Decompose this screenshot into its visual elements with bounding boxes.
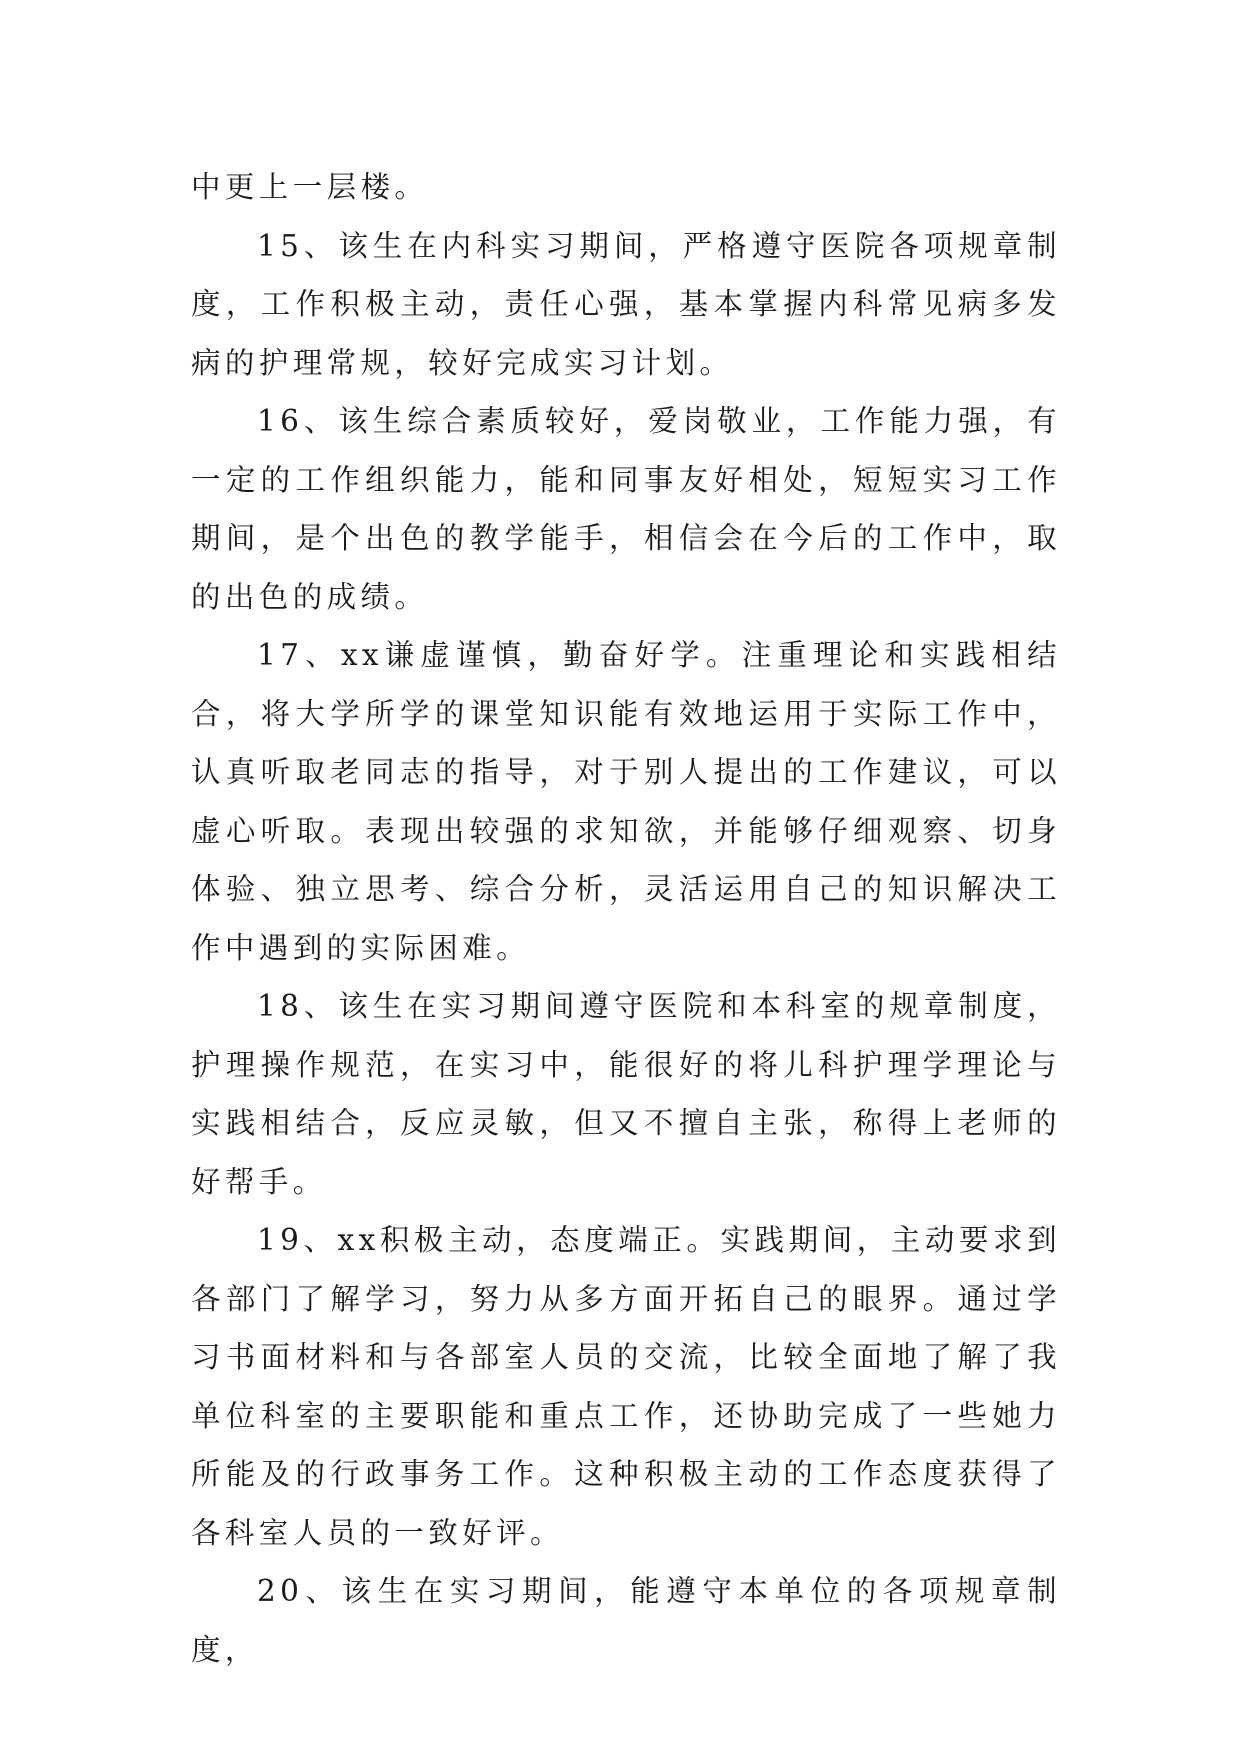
paragraph-item-15: 15、该生在内科实习期间，严格遵守医院各项规章制度，工作积极主动，责任心强，基本掌握内科常见病多发病的护理常规，较好完成实习计划。 xyxy=(191,228,1061,380)
document-body xyxy=(191,158,1061,1679)
paragraph-item-18: 18、该生在实习期间遵守医院和本科室的规章制度，护理操作规范，在实习中，能很好的将儿科护理学理论与实践相结合，反应灵敏，但又不擅自主张，称得上老师的好帮手。 xyxy=(191,989,1061,1199)
paragraph-item-17: 17、xx谦虚谨慎，勤奋好学。注重理论和实践相结合，将大学所学的课堂知识能有效地运用于实际工作中，认真听取老同志的指导，对于别人提出的工作建议，可以虚心听取。表现出较强的求知欲，并能够仔细观察、切身体验、独立思考、综合分析，灵活运用自己的知识解决工作中遇到的实际困难。 xyxy=(191,638,1061,965)
paragraph-continuation: 中更上一层楼。 xyxy=(191,170,429,204)
paragraph-item-19: 19、xx积极主动，态度端正。实践期间，主动要求到各部门了解学习，努力从多方面开拓自己的眼界。通过学习书面材料和与各部室人员的交流，比较全面地了解了我单位科室的主要职能和重点工作，还协助完成了一些她力所能及的行政事务工作。这种积极主动的工作态度获得了各科室人员的一致好评。 xyxy=(191,1223,1061,1550)
paragraph-item-20: 20、该生在实习期间，能遵守本单位的各项规章制度， xyxy=(191,1574,1061,1667)
paragraph-item-16: 16、该生综合素质较好，爱岗敬业，工作能力强，有一定的工作组织能力，能和同事友好相处，短短实习工作期间，是个出色的教学能手，相信会在今后的工作中，取的出色的成绩。 xyxy=(191,404,1061,614)
